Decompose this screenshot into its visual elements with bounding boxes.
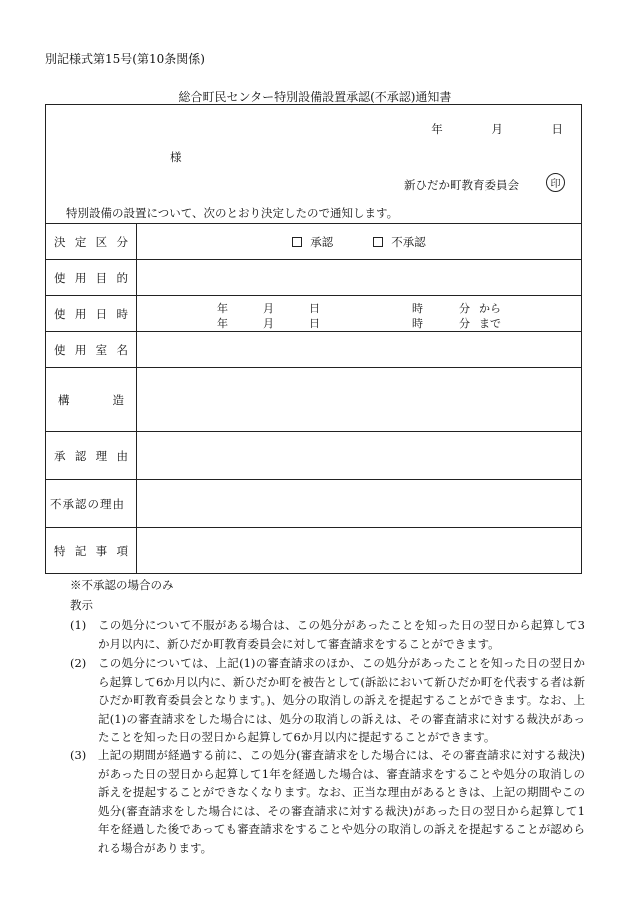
instruction-item: (1) この処分について不服がある場合は、この処分があったことを知った日の翌日から起算して3か月以内に、新ひだか町教育委員会に対して審査請求をすることができます。 [70, 618, 585, 651]
datetime-field[interactable]: 年 月 日 時 分 から 年 月 日 時 分 まで [217, 302, 501, 330]
document-title: 総合町民センター特別設備設置承認(不承認)通知書 [178, 90, 452, 104]
date-month: 月 [491, 122, 503, 136]
label-purpose: 使 用 目 的 [46, 260, 137, 295]
label-rejection-reason: 不承認の理由 [46, 480, 137, 527]
footnote: ※不承認の場合のみ [70, 578, 174, 592]
instruction-heading: 教示 [70, 598, 93, 612]
label-datetime: 使 用 日 時 [46, 296, 137, 331]
row-decision [46, 223, 581, 259]
instruction-item: (3) 上記の期間が経過する前に、この処分(審査請求をした場合には、その審査請求に対する裁決)があった日の翌日から起算して1年を経過した場合は、審査請求をすることや処分の取消しの訴えを提起することができなくなります。なお、正当な理由があるときは、上記の期間やこの処分(審査請求をした場合には、その審査請求に対する裁決)があった日の翌日から起算して1年を経過した後であっても審査請求をすることや処分の取消しの訴えを提起することが認められる場合があります。 [70, 748, 585, 855]
checkbox-reject[interactable] [373, 237, 383, 247]
rejection-reason-field[interactable] [137, 480, 581, 527]
purpose-field[interactable] [137, 260, 581, 295]
form-table [45, 104, 582, 574]
label-remarks: 特 記 事 項 [46, 528, 137, 573]
date-year: 年 [431, 122, 443, 136]
row-rejection-reason [46, 479, 581, 527]
option-approve[interactable]: 承認 [292, 234, 333, 250]
approval-reason-field[interactable] [137, 432, 581, 479]
addressee-suffix: 様 [170, 150, 182, 164]
row-remarks [46, 527, 581, 573]
row-purpose [46, 259, 581, 295]
issuer-name: 新ひだか町教育委員会 [404, 178, 519, 192]
structure-field[interactable] [137, 368, 581, 431]
option-reject[interactable]: 不承認 [373, 234, 426, 250]
room-field[interactable] [137, 332, 581, 367]
form-number: 別記様式第15号(第10条関係) [45, 52, 205, 66]
instruction-item: (2) この処分については、上記(1)の審査請求のほか、この処分があったことを知った日の翌日から起算して6か月以内に、新ひだか町を被告として(訴訟において新ひだか町を代表する者は新ひだか町教育委員会となります。)、処分の取消しの訴えを提起することができます。なお、上記(1)の審査請求をした場合には、処分の取消しの訴えは、その審査請求に対する裁決があったことを知った日の翌日から起算して6か月以内に提起することができます。 [70, 656, 585, 744]
header-cell [46, 105, 581, 223]
label-decision: 決 定 区 分 [46, 224, 137, 259]
label-approval-reason: 承 認 理 由 [46, 432, 137, 479]
notice-text: 特別設備の設置について、次のとおり決定したので通知します。 [66, 206, 399, 220]
checkbox-approve[interactable] [292, 237, 302, 247]
date-field[interactable] [386, 121, 563, 137]
label-structure: 構 造 [46, 368, 137, 431]
row-structure [46, 367, 581, 431]
row-room [46, 331, 581, 367]
label-room: 使 用 室 名 [46, 332, 137, 367]
row-datetime [46, 295, 581, 331]
seal-icon: 印 [546, 173, 565, 192]
date-day: 日 [551, 122, 563, 136]
remarks-field[interactable] [137, 528, 581, 573]
row-approval-reason [46, 431, 581, 479]
